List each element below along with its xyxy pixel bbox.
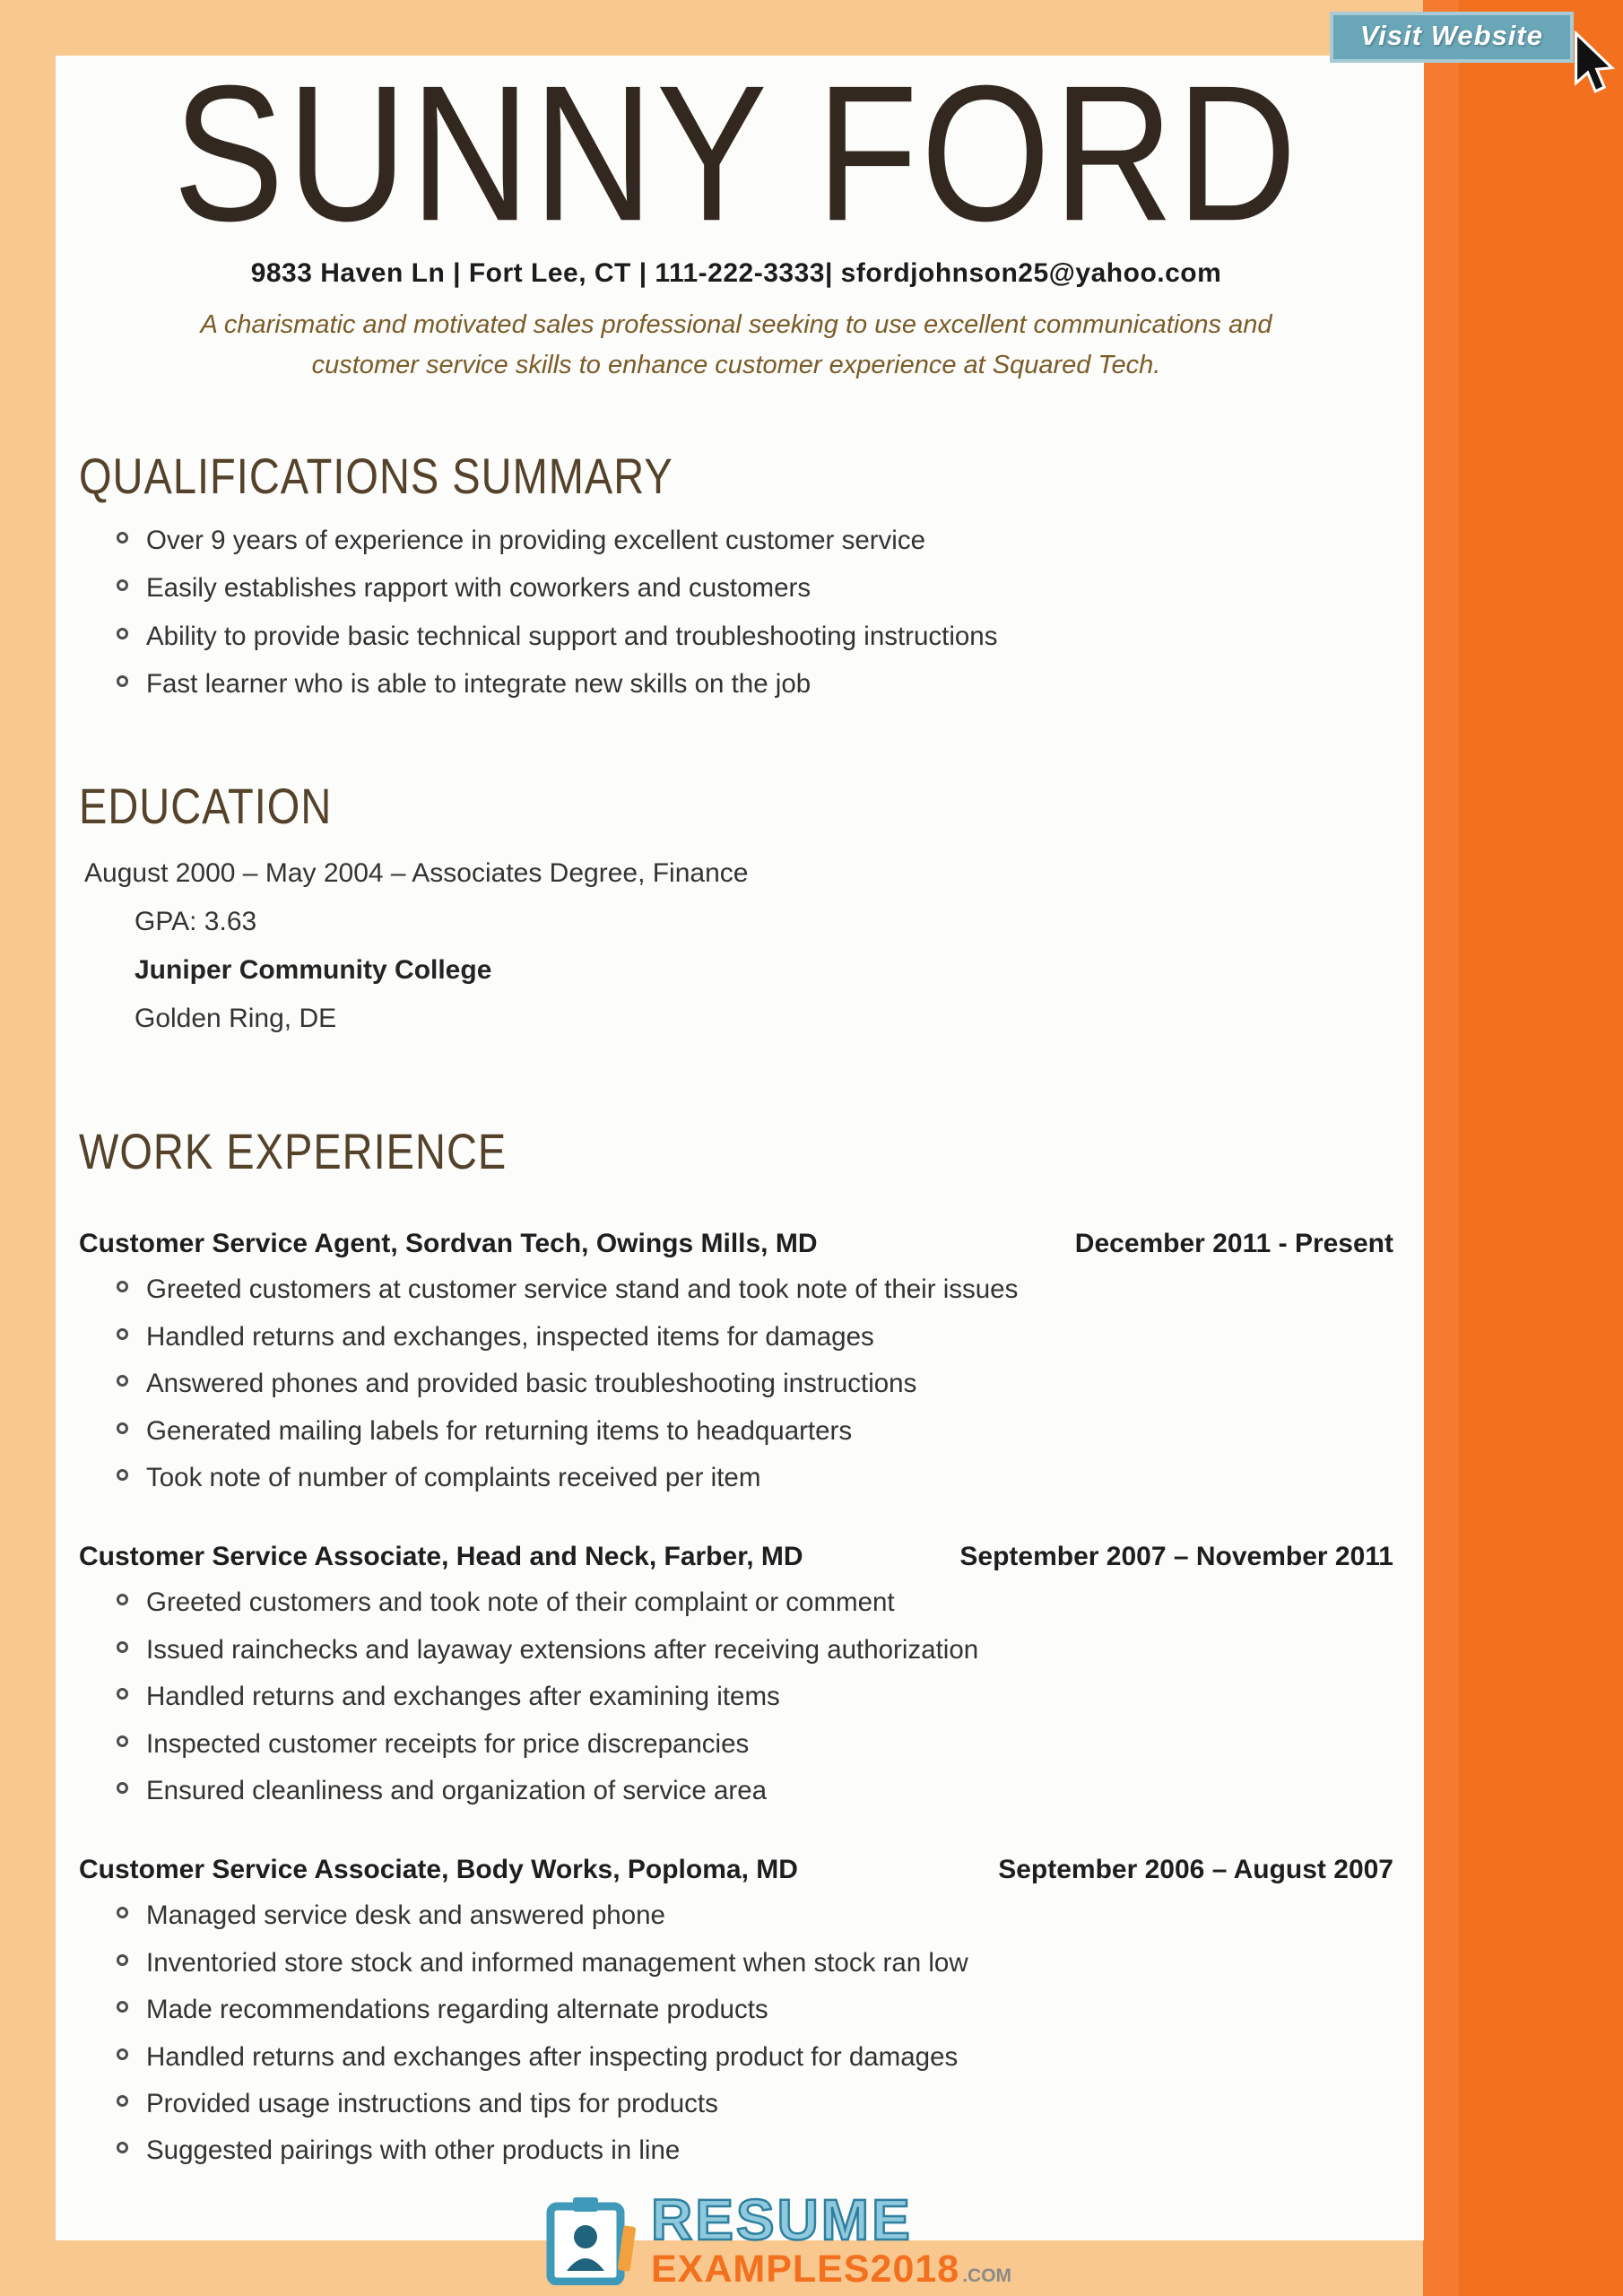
qualifications-list	[79, 525, 1393, 700]
list-item: Issued rainchecks and layaway extensions after receiving authorization	[117, 1634, 1393, 1665]
bullet-icon	[117, 2095, 128, 2107]
logo-text	[650, 2187, 1012, 2291]
list-item: Inspected customer receipts for price discrepancies	[117, 1728, 1393, 1760]
list-item: Generated mailing labels for returning items to headquarters	[117, 1415, 1393, 1447]
list-item: Fast learner who is able to integrate new skills on the job	[117, 668, 1393, 700]
bullet-icon	[117, 2001, 128, 2013]
job-header	[79, 1542, 1393, 1572]
bullet-icon	[117, 1281, 128, 1292]
job-duty-list	[79, 1587, 1393, 1806]
job-dates: September 2007 – November 2011	[959, 1542, 1393, 1572]
bullet-icon	[117, 628, 128, 639]
logo-word-resume: RESUME	[650, 2187, 913, 2252]
list-item: Answered phones and provided basic troubleshooting instructions	[117, 1368, 1393, 1399]
list-item: Made recommendations regarding alternate products	[117, 1994, 1393, 2025]
logo-word-examples: EXAMPLES2018	[650, 2248, 960, 2291]
visit-website-label: Visit Website	[1359, 20, 1543, 51]
education-location: Golden Ring, DE	[135, 1004, 337, 1034]
job-entry	[79, 1229, 1393, 1493]
list-item: Greeted customers and took note of their complaint or comment	[117, 1587, 1393, 1618]
list-item: Inventoried store stock and informed management when stock ran low	[117, 1947, 1393, 1979]
logo-line2	[651, 2250, 1011, 2289]
list-item: Ensured cleanliness and organization of service area	[117, 1775, 1393, 1806]
mouse-cursor-icon	[1562, 30, 1618, 97]
bullet-icon	[117, 1954, 128, 1966]
list-item: Greeted customers at customer service stand and took note of their issues	[117, 1274, 1393, 1305]
job-duty-list	[79, 1900, 1393, 2166]
job-dates: December 2011 - Present	[1074, 1229, 1393, 1259]
bullet-icon	[117, 1375, 128, 1387]
education-degree: August 2000 – May 2004 – Associates Degree, Finance	[84, 858, 749, 889]
education-gpa: GPA: 3.63	[135, 907, 257, 937]
bullet-icon	[117, 1328, 128, 1340]
bullet-icon	[117, 579, 128, 591]
bullet-icon	[117, 1782, 128, 1794]
list-item: Handled returns and exchanges, inspected items for damages	[117, 1321, 1393, 1352]
job-title: Customer Service Associate, Body Works, Poploma, MD	[79, 1855, 798, 1885]
job-header	[79, 1855, 1393, 1885]
logo-suffix-com: .COM	[962, 2266, 1012, 2286]
bullet-icon	[117, 1469, 128, 1481]
bullet-icon	[117, 1688, 128, 1700]
list-item: Handled returns and exchanges after inspecting product for damages	[117, 2041, 1393, 2073]
list-item: Handled returns and exchanges after examining items	[117, 1681, 1393, 1712]
candidate-name: SUNNY FORD	[172, 46, 1300, 262]
job-dates: September 2006 – August 2007	[998, 1855, 1393, 1885]
education-school: Juniper Community College	[135, 955, 492, 986]
bullet-icon	[117, 1735, 128, 1747]
bullet-icon	[117, 2142, 128, 2153]
resume-sheet	[56, 46, 1424, 2240]
visit-website-button[interactable]	[1330, 12, 1574, 63]
bullet-icon	[117, 532, 128, 544]
bullet-icon	[117, 1641, 128, 1653]
list-item: Suggested pairings with other products in line	[117, 2135, 1393, 2166]
bullet-icon	[117, 1594, 128, 1605]
section-work-title: WORK EXPERIENCE	[79, 1123, 508, 1180]
section-qualifications-title: QUALIFICATIONS SUMMARY	[79, 448, 673, 504]
list-item: Over 9 years of experience in providing excellent customer service	[117, 525, 1393, 556]
job-title: Customer Service Agent, Sordvan Tech, Owings Mills, MD	[79, 1229, 818, 1259]
list-item: Provided usage instructions and tips for products	[117, 2088, 1393, 2119]
orange-side-bar	[1423, 0, 1623, 2296]
bullet-icon	[117, 2048, 128, 2060]
bullet-icon	[117, 1907, 128, 1918]
list-item: Easily establishes rapport with coworkers and customers	[117, 572, 1393, 604]
resume-examples-logo[interactable]	[545, 2187, 1012, 2291]
list-item: Ability to provide basic technical support and troubleshooting instructions	[117, 621, 1393, 652]
list-item: Took note of number of complaints received per item	[117, 1462, 1393, 1493]
section-education-title: EDUCATION	[79, 778, 333, 835]
job-header	[79, 1229, 1393, 1259]
job-duty-list	[79, 1274, 1393, 1493]
orange-side-bar-highlight	[1423, 0, 1459, 2296]
clipboard-person-icon	[545, 2196, 638, 2285]
summary-tagline: A charismatic and motivated sales professional seeking to use excellent communications and customer service skills to enhance customer experience at Squared Tech.	[200, 310, 1272, 379]
list-item: Managed service desk and answered phone	[117, 1900, 1393, 1931]
bullet-icon	[117, 1422, 128, 1434]
bullet-icon	[117, 675, 128, 687]
contact-line: 9833 Haven Ln | Fort Lee, CT | 111-222-3333| sfordjohnson25@yahoo.com	[250, 258, 1222, 288]
job-entry	[79, 1542, 1393, 1806]
job-entry	[79, 1855, 1393, 2166]
job-title: Customer Service Associate, Head and Neck, Farber, MD	[79, 1542, 803, 1572]
